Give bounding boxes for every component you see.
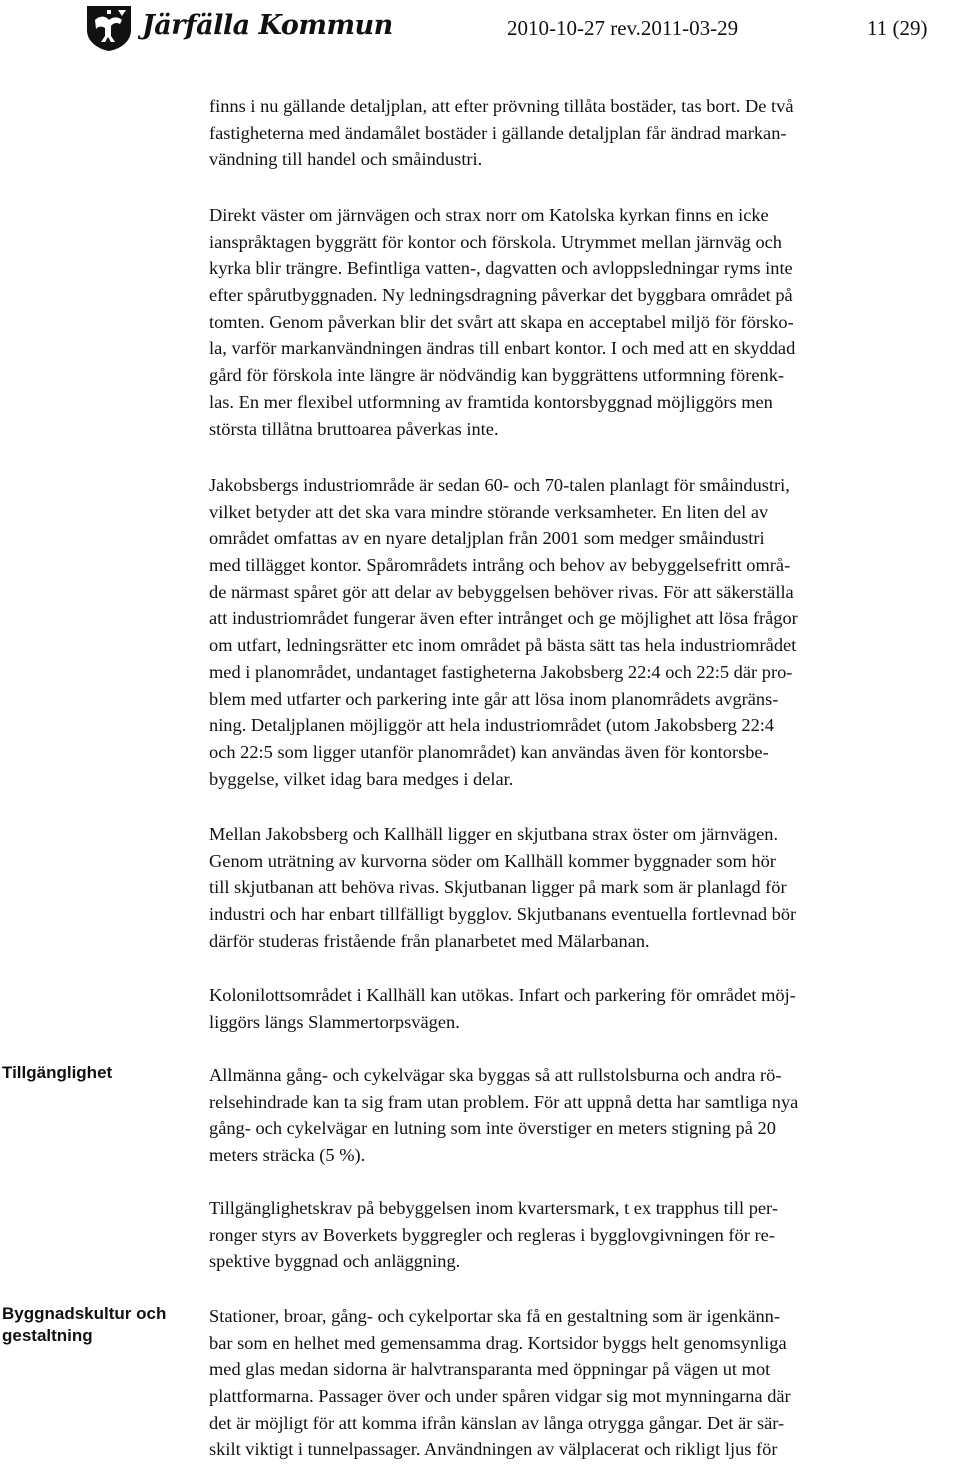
text-line: relsehindrade kan ta sig fram utan problem. För att uppnå detta har samtliga nya [209, 1091, 799, 1112]
building-culture-heading-line: gestaltning [2, 1326, 93, 1345]
paragraph-allotment-area [209, 982, 959, 1035]
text-line: byggelse, vilket idag bara medges i delar. [209, 768, 514, 789]
text-line: kyrka blir trängre. Befintliga vatten-, dagvatten och avloppsledningar ryms inte [209, 258, 793, 279]
text-line: Mellan Jakobsberg och Kallhäll ligger en skjutbana strax öster om järnvägen. [209, 824, 779, 844]
text-line: om utfart, ledningsrätter etc inom området på bästa sätt tas hela industriområdet [209, 635, 797, 656]
text-line: gång- och cykelvägar en lutning som inte överstiger en meters stigning på 20 [209, 1118, 776, 1139]
paragraph-residential-zoning [209, 93, 959, 173]
text-line: Allmänna gång- och cykelvägar ska byggas så att rullstolsburna och andra rö- [209, 1065, 782, 1085]
paragraph-accessibility-paths [209, 1062, 959, 1169]
text-line: därför studeras fristående från planarbetet med Mälarbanan. [209, 930, 650, 951]
text-line: finns i nu gällande detaljplan, att efter prövning tillåta bostäder, tas bort. De två [209, 96, 794, 116]
text-line: Tillgänglighetskrav på bebyggelsen inom kvartersmark, t ex trapphus till per- [209, 1198, 778, 1218]
text-line: det är möjligt för att komma ifrån känslan av långa otrygga gångar. Det är sär- [209, 1412, 785, 1433]
text-line: vändning till handel och småindustri. [209, 149, 483, 170]
text-line: liggörs längs Slammertorpsvägen. [209, 1011, 460, 1032]
text-line: plattformarna. Passager över och under spåren vidgar sig mot mynningarna där [209, 1386, 791, 1407]
paragraph-office-preschool [209, 202, 959, 442]
municipality-coat-of-arms-icon [84, 4, 134, 52]
text-line: med i planområdet, undantaget fastigheterna Jakobsberg 22:4 och 22:5 där pro- [209, 661, 793, 682]
text-line: Stationer, broar, gång- och cykelportar ska få en gestaltning som är igenkänn- [209, 1306, 780, 1326]
text-line: Jakobsbergs industriområde är sedan 60- och 70-talen planlagt för småindustri, [209, 475, 790, 495]
building-culture-heading-line: Byggnadskultur och [2, 1304, 167, 1323]
text-line: området omfattas av en nyare detaljplan från 2001 som medger småindustri [209, 528, 765, 549]
document-date: 2010-10-27 rev.2011-03-29 [507, 16, 739, 40]
text-line: Genom uträtning av kurvorna söder om Kallhäll kommer byggnader som hör [209, 850, 776, 871]
paragraph-industrial-area [209, 472, 959, 792]
text-line: meters sträcka (5 %). [209, 1145, 366, 1166]
text-line: vilket betyder att det ska vara mindre störande verksamheter. En liten del av [209, 501, 769, 522]
text-line: la, varför markanvändningen ändras till enbart kontor. I och med att en skyddad [209, 338, 796, 359]
building-culture-heading [2, 1303, 166, 1347]
text-line: Direkt väster om järnvägen och strax norr om Katolska kyrkan finns en icke [209, 205, 769, 225]
text-line: Kolonilottsområdet i Kallhäll kan utökas. Infart och parkering för området möj- [209, 985, 796, 1005]
paragraph-accessibility-requirements [209, 1195, 959, 1275]
accessibility-heading: Tillgänglighet [2, 1063, 113, 1082]
text-line: gård för förskola inte längre är nödvändig kan byggrättens utformning förenk- [209, 365, 785, 386]
text-line: ianspråktagen byggrätt för kontor och förskola. Utrymmet mellan järnväg och [209, 231, 783, 252]
text-line: de närmast spåret gör att delar av bebyggelsen behöver rivas. För att säkerställa [209, 581, 794, 602]
text-line: spektive byggnad och anläggning. [209, 1251, 461, 1272]
page-header [0, 0, 960, 60]
text-line: efter spårutbyggnaden. Ny ledningsdragning påverkar det byggbara området på [209, 285, 793, 306]
text-line: fastigheterna med ändamålet bostäder i gällande detaljplan får ändrad markan- [209, 122, 787, 143]
municipality-logo-text: Järfälla Kommun [142, 10, 393, 41]
text-line: med tillägget kontor. Spårområdets intrång och behov av bebyggelsefritt områ- [209, 555, 791, 576]
text-line: tomten. Genom påverkan blir det svårt att skapa en acceptabel miljö för försko- [209, 311, 794, 332]
page-number: 11 (29) [867, 16, 928, 40]
text-line: bar som en helhet med gemensamma drag. Kortsidor byggs helt genomsynliga [209, 1332, 787, 1353]
text-line: största tillåtna bruttoarea påverkas inte. [209, 418, 499, 439]
text-line: ronger styrs av Boverkets byggregler och regleras i bygglovgivningen för re- [209, 1224, 775, 1245]
text-line: till skjutbanan att behöva rivas. Skjutbanan ligger på mark som är planlagd för [209, 877, 787, 898]
text-line: med glas medan sidorna är halvtransparanta med öppningar på vägen ut mot [209, 1359, 771, 1380]
text-line: och 22:5 som ligger utanför planområdet) kan användas även för kontorsbe- [209, 741, 769, 762]
text-line: ning. Detaljplanen möjliggör att hela industriområdet (utom Jakobsberg 22:4 [209, 715, 775, 736]
text-line: blem med utfarter och parkering inte går att lösa inom planområdets avgräns- [209, 688, 779, 709]
text-line: skilt viktigt i tunnelpassager. Användningen av välplacerat och rikligt ljus för [209, 1439, 778, 1460]
text-line: att industriområdet fungerar även efter intrånget och ge möjlighet att lösa frågor [209, 608, 798, 629]
text-line: las. En mer flexibel utformning av framtida kontorsbyggnad möjliggörs men [209, 391, 773, 412]
paragraph-shooting-range [209, 821, 959, 954]
text-line: industri och har enbart tillfälligt bygglov. Skjutbanans eventuella fortlevnad bör [209, 904, 797, 925]
paragraph-station-design [209, 1303, 959, 1463]
